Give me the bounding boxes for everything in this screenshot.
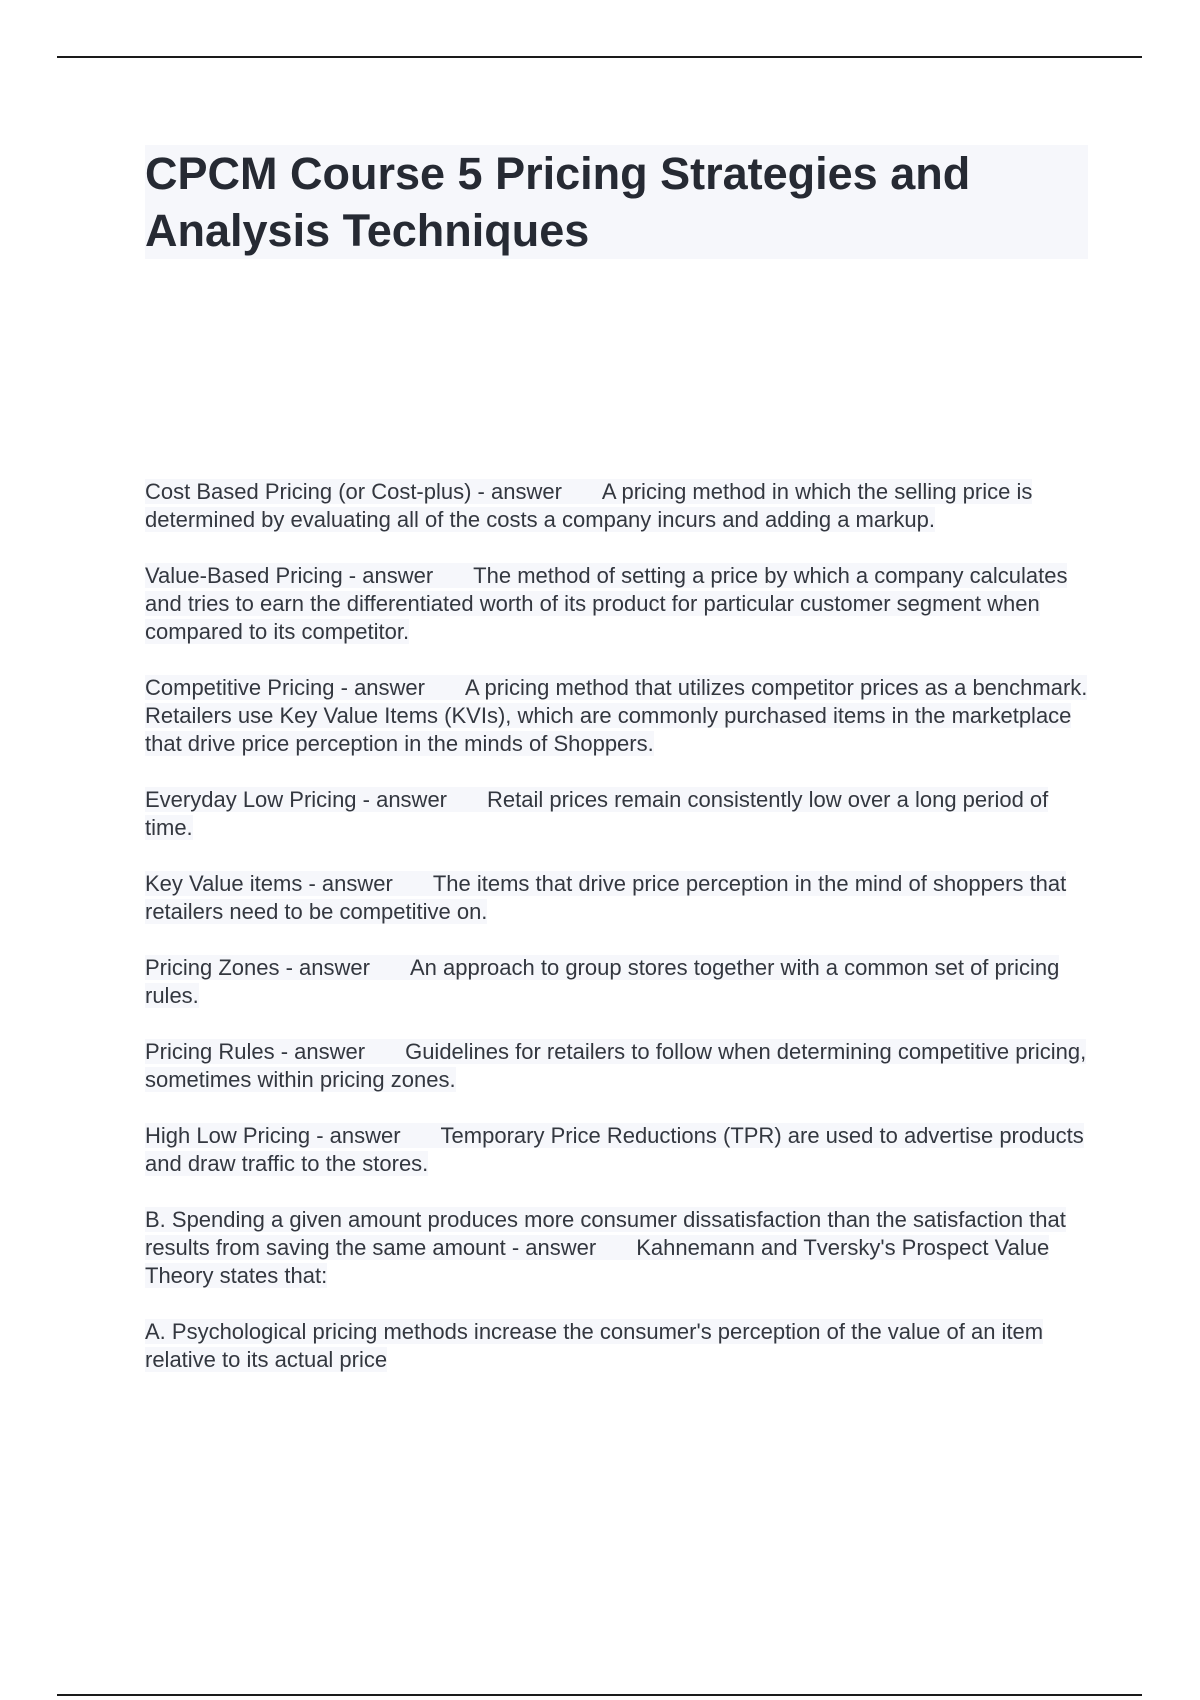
- qa-term: Key Value items - answer: [145, 871, 393, 896]
- qa-definition: Retail prices remain consistently low over a long period of time.: [145, 787, 1049, 840]
- qa-item: [145, 562, 1090, 646]
- qa-item: [145, 1122, 1090, 1178]
- qa-item: [145, 1038, 1090, 1094]
- qa-definition: Kahnemann and Tversky's Prospect Value Theory states that:: [145, 1235, 1050, 1288]
- qa-definition: The items that drive price perception in the mind of shoppers that retailers need to be competitive on.: [145, 871, 1067, 924]
- qa-term: Pricing Rules - answer: [145, 1039, 366, 1064]
- qa-term: Competitive Pricing - answer: [145, 675, 425, 700]
- qa-term: A. Psychological pricing methods increase the consumer's perception of the value of an item relative to its actual price: [145, 1319, 1044, 1372]
- top-divider: [57, 56, 1142, 58]
- qa-definition: An approach to group stores together with a common set of pricing rules.: [145, 955, 1060, 1008]
- qa-item: [145, 1318, 1090, 1374]
- qa-term: B. Spending a given amount produces more consumer dissatisfaction than the satisfaction that results from saving the same amount - answer: [145, 1207, 1066, 1260]
- qa-term: High Low Pricing - answer: [145, 1123, 401, 1148]
- qa-term: Cost Based Pricing (or Cost-plus) - answer: [145, 479, 562, 504]
- qa-definition: Guidelines for retailers to follow when determining competitive pricing, sometimes within pricing zones.: [145, 1039, 1087, 1092]
- qa-item: [145, 674, 1090, 758]
- qa-definition: The method of setting a price by which a company calculates and tries to earn the differentiated worth of its product for particular customer segment when compared to its competitor.: [145, 563, 1068, 644]
- qa-definition: Temporary Price Reductions (TPR) are used to advertise products and draw traffic to the stores.: [145, 1123, 1084, 1176]
- bottom-divider: [57, 1694, 1142, 1696]
- qa-list: [145, 478, 1090, 1402]
- qa-item: [145, 954, 1090, 1010]
- qa-item: [145, 1206, 1090, 1290]
- qa-definition: A pricing method in which the selling price is determined by evaluating all of the costs a company incurs and adding a markup.: [145, 479, 1033, 532]
- qa-definition: A pricing method that utilizes competitor prices as a benchmark. Retailers use Key Value Items (KVIs), which are commonly purchased items in the marketplace that drive price perception in the minds of Shoppers.: [145, 675, 1088, 756]
- qa-term: Everyday Low Pricing - answer: [145, 787, 448, 812]
- document-title: CPCM Course 5 Pricing Strategies and Analysis Techniques: [145, 148, 971, 256]
- qa-term: Value-Based Pricing - answer: [145, 563, 434, 588]
- qa-term: Pricing Zones - answer: [145, 955, 370, 980]
- qa-item: [145, 478, 1090, 534]
- qa-item: [145, 870, 1090, 926]
- qa-item: [145, 786, 1090, 842]
- title-block: [145, 145, 1088, 259]
